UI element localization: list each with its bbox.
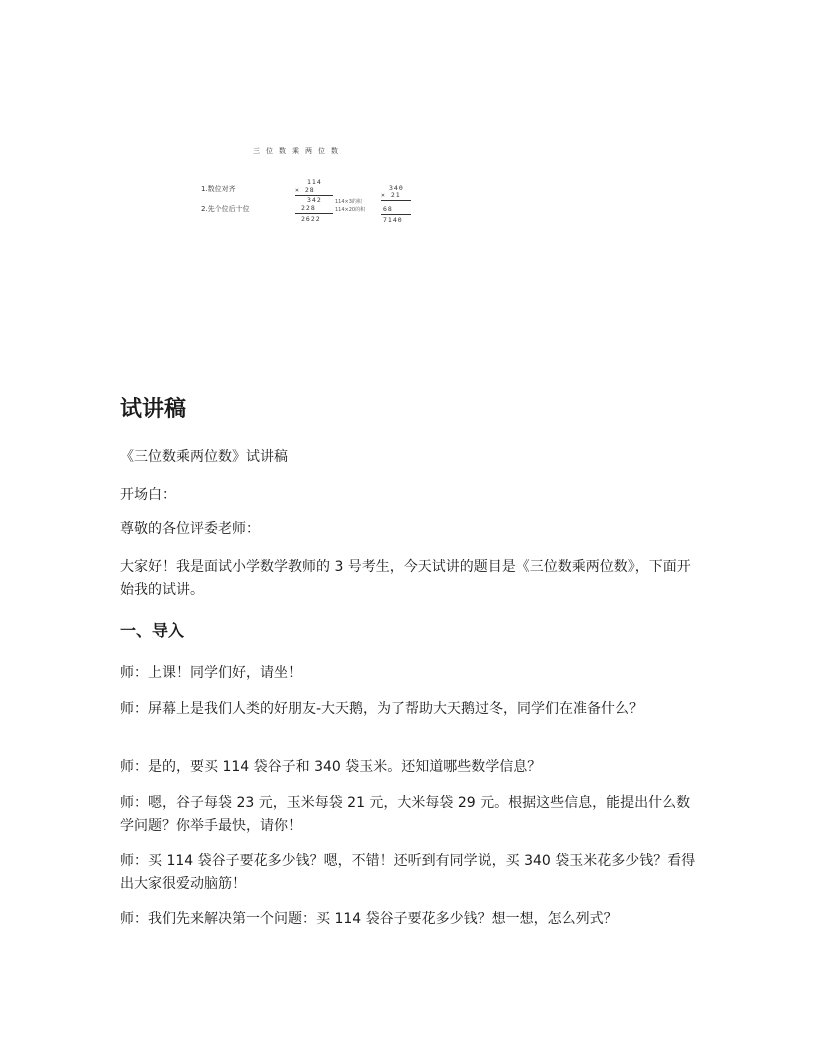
calc2-multiplier: × 21 — [381, 191, 401, 199]
dialogue-line: 师：嗯，谷子每袋 23 元，玉米每袋 21 元，大米每袋 29 元。根据这些信息，能提出什么数学问题？你举手最快，请你！ — [120, 795, 691, 834]
multiplication-figure — [195, 140, 425, 230]
dialogue-line: 师：是的，要买 114 袋谷子和 340 袋玉米。还知道哪些数学信息？ — [120, 759, 542, 775]
calc1-note-1: 114×3的积 — [335, 199, 362, 205]
dialogue-line: 师：买 114 袋谷子要花多少钱？嗯，不错！还听到有同学说，买 340 袋玉米花多少钱？看得出大家很爱动脑筋！ — [120, 853, 696, 892]
figure-title: 三位数乘两位数 — [253, 147, 344, 155]
dialogue-line: 师：上课！同学们好，请坐！ — [120, 665, 302, 681]
greeting: 尊敬的各位评委老师： — [120, 521, 260, 537]
calc2-result: 7140 — [383, 216, 403, 224]
calc1-rule-2 — [295, 213, 333, 214]
section-1-heading: 一、导入 — [120, 621, 185, 640]
figure-step-2: 2.先个位后十位 — [201, 205, 250, 213]
calc1-multiplier: × 28 — [295, 186, 315, 194]
dialogue-line: 师：屏幕上是我们人类的好朋友-大天鹅，为了帮助大天鹅过冬，同学们在准备什么？ — [120, 701, 644, 717]
document-title-line: 《三位数乘两位数》试讲稿 — [120, 449, 288, 465]
document-heading: 试讲稿 — [120, 397, 187, 422]
dialogue-line: 师：我们先来解决第一个问题：买 114 袋谷子要花多少钱？想一想，怎么列式？ — [120, 911, 618, 927]
calc1-partial-2: 228 — [301, 204, 316, 212]
calc1-result: 2622 — [301, 215, 321, 223]
calc1-top: 114 — [307, 178, 322, 186]
opening-label: 开场白： — [120, 487, 176, 503]
calc2-partial-2: 68 — [383, 205, 393, 213]
figure-step-1: 1.数位对齐 — [201, 185, 236, 193]
calc2-top: 340 — [389, 184, 404, 192]
intro-paragraph: 大家好！我是面试小学数学教师的 3 号考生，今天试讲的题目是《三位数乘两位数》，下面开始我的试讲。 — [120, 559, 691, 598]
calc2-rule-2 — [381, 214, 411, 215]
calc1-partial-1: 342 — [307, 196, 322, 204]
calc1-note-2: 114×20的积 — [335, 207, 366, 213]
